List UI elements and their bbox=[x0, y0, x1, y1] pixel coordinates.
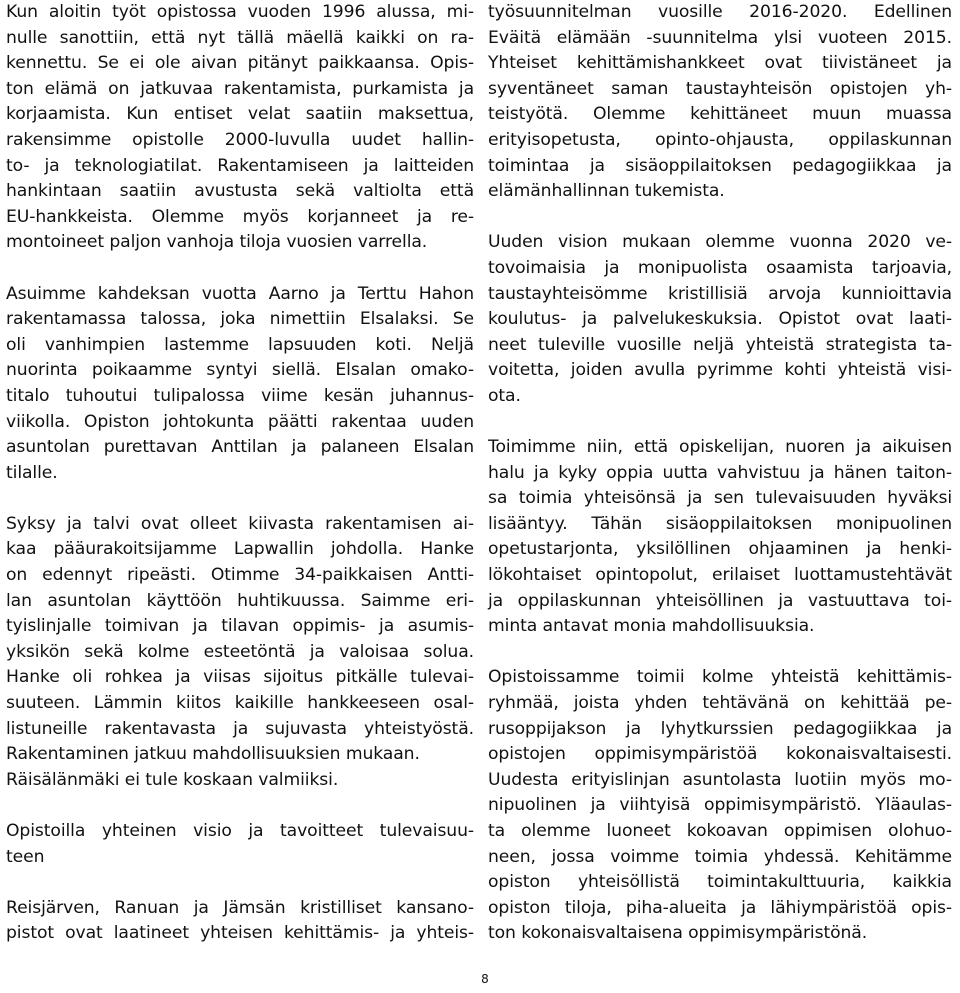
text-line: lan asuntolan käyttöön huhtikuussa. Saimme eri- bbox=[6, 590, 474, 611]
paragraph-learning bbox=[488, 435, 952, 640]
text-line: teen bbox=[6, 846, 45, 867]
text-line: Yhteiset kehittämishankkeet ovat tiivistäneet ja bbox=[488, 53, 952, 74]
text-line: Opistoilla yhteinen visio ja tavoitteet tulevaisuu- bbox=[6, 821, 474, 841]
text-line: listuneille rakentavasta ja sujuvasta yhteistyöstä. bbox=[6, 718, 474, 739]
text-line: Asuimme kahdeksan vuotta Aarno ja Terttu Hahon bbox=[6, 283, 474, 304]
text-line: Räisälänmäki ei tule koskaan valmiiksi. bbox=[6, 769, 339, 790]
text-line: Syksy ja talvi ovat olleet kiivasta rakentamisen ai- bbox=[6, 513, 474, 534]
text-line: toimintaa ja sisäoppilaitoksen pedagogiikkaa ja bbox=[488, 155, 952, 176]
text-line: Rakentaminen jatkuu mahdollisuuksien mukaan. bbox=[6, 744, 420, 765]
paragraph-new-vision bbox=[488, 230, 952, 409]
text-line: Uuden vision mukaan olemme vuonna 2020 ve- bbox=[488, 232, 952, 253]
text-line: to- ja teknologiatilat. Rakentamiseen ja laitteiden bbox=[6, 155, 474, 176]
text-line: tyislinjalle toimivan ja tilavan oppimis- ja asumis- bbox=[6, 616, 474, 637]
text-line: erityisopetusta, opinto-ohjausta, oppilaskunnan bbox=[488, 129, 952, 150]
text-line: nuorinta poikaamme syntyi siellä. Elsalan omako- bbox=[6, 360, 474, 381]
text-line: ja oppilaskunnan yhteisöllinen ja vastuuttava toi- bbox=[488, 590, 952, 611]
text-line: kaa pääurakoitsijamme Lapwallin johdolla. Hanke bbox=[6, 539, 474, 560]
text-line: rusoppijakson ja lyhytkurssien pedagogiikkaa ja bbox=[488, 718, 952, 739]
text-line: oli vanhimpien lastemme lapsuuden koti. Neljä bbox=[6, 334, 474, 355]
text-line: lökohtaiset opintopolut, erilaiset luottamustehtävät bbox=[488, 565, 952, 586]
text-line: teistyötä. Olemme kehittäneet muun muassa bbox=[488, 104, 952, 125]
text-line: viikolla. Opiston johtokunta päätti rakentaa uuden bbox=[6, 411, 474, 432]
text-line: opiston yhteisöllistä toimintakulttuuria, kaikkia bbox=[488, 872, 952, 893]
text-line: lisääntyy. Tähän sisäoppilaitoksen monipuolinen bbox=[488, 513, 952, 534]
text-line: yksikön sekä kolme esteetöntä ja valoisaa solua. bbox=[6, 641, 474, 662]
text-line: ton elämä on jatkuvaa rakentamista, purkamista ja bbox=[6, 78, 474, 99]
text-line: syventäneet saman taustayhteisön opistojen yh- bbox=[488, 78, 952, 99]
paragraph-plan bbox=[488, 0, 952, 205]
text-line: rakentamassa talossa, joka nimettiin Elsalaksi. Se bbox=[6, 309, 474, 330]
paragraph-construction bbox=[6, 512, 474, 794]
paragraph-schools bbox=[6, 896, 474, 947]
text-line: tilalle. bbox=[6, 462, 58, 483]
page-number: 8 bbox=[481, 972, 489, 986]
text-line: voitetta, joiden avulla pyrimme kohti yhteistä visi- bbox=[488, 360, 952, 381]
text-line: työsuunnitelman vuosille 2016-2020. Edellinen bbox=[488, 2, 952, 22]
text-line: hankintaan saatiin avustusta sekä valtiolta että bbox=[6, 181, 474, 202]
text-line: Eväitä elämään -suunnitelma ylsi vuoteen 2015. bbox=[488, 27, 952, 48]
text-line: sa toimia yhteisönsä ja sen tulevaisuuden hyväksi bbox=[488, 488, 952, 509]
text-line: ta olemme luoneet kokoavan oppimisen olohuo- bbox=[488, 821, 952, 841]
text-line: asuntolan purettavan Anttilan ja palaneen Elsalan bbox=[6, 437, 474, 458]
text-line: ota. bbox=[488, 385, 521, 406]
text-line: opetustarjonta, yksilöllinen ohjaaminen ja henki- bbox=[488, 539, 952, 560]
text-line: nulle sanottiin, että nyt tällä mäellä kaikki on ra- bbox=[6, 27, 474, 48]
text-line: neet tuleville vuosille neljä yhteistä strategista ta- bbox=[488, 334, 952, 355]
text-line: Reisjärven, Ranuan ja Jämsän kristilliset kansano- bbox=[6, 897, 474, 918]
text-line: Hanke oli rohkea ja viisas sijoitus pitkälle tulevai- bbox=[6, 667, 474, 688]
text-line: suuteen. Lämmin kiitos kaikille hankkeeseen osal- bbox=[6, 693, 474, 714]
text-line: titalo tuhoutui tulipalossa viime kesän juhannus- bbox=[6, 385, 474, 406]
text-line: halu ja kyky oppia uutta vahvistuu ja hänen taiton- bbox=[488, 462, 952, 483]
text-line: koulutus- ja palvelukeskuksia. Opistot ovat laati- bbox=[488, 309, 952, 330]
paragraph-elsala bbox=[6, 282, 474, 487]
text-line: opistojen oppimisympäristöä kokonaisvaltaisesti. bbox=[488, 744, 952, 765]
text-line: elämänhallinnan tukemista. bbox=[488, 181, 725, 202]
text-line: opiston tiloja, piha-alueita ja lähiympäristöä opis- bbox=[488, 897, 952, 918]
text-line: Kun aloitin työt opistossa vuoden 1996 alussa, mi- bbox=[6, 2, 474, 22]
text-line: Toimimme niin, että opiskelijan, nuoren ja aikuisen bbox=[488, 437, 952, 458]
text-line: nipuolinen ja viihtyisä oppimisympäristö. Yläaulas- bbox=[488, 795, 952, 816]
text-line: kennettu. Se ei ole aivan pitänyt paikkaansa. Opis- bbox=[6, 53, 474, 74]
text-line: pistot ovat laatineet yhteisen kehittämis- ja yhteis- bbox=[6, 923, 474, 944]
text-line: minta antavat monia mahdollisuuksia. bbox=[488, 616, 815, 637]
text-line: ryhmää, joista yhden tehtävänä on kehittää pe- bbox=[488, 693, 952, 714]
paragraph-intro bbox=[6, 0, 474, 256]
text-line: Opistoissamme toimii kolme yhteistä kehittämis- bbox=[488, 667, 952, 688]
paragraph-vision-heading bbox=[6, 819, 474, 870]
text-line: on edennyt ripeästi. Otimme 34-paikkaisen Antti- bbox=[6, 565, 474, 586]
text-line: korjaamista. Kun entiset velat saatiin maksettua, bbox=[6, 104, 474, 125]
text-line: EU-hankkeista. Olemme myös korjanneet ja re- bbox=[6, 206, 474, 227]
text-line: rakensimme opistolle 2000-luvulla uudet hallin- bbox=[6, 129, 474, 150]
paragraph-development-groups bbox=[488, 665, 952, 947]
text-line: tovoimaisia ja monipuolista osaamista tarjoavia, bbox=[488, 257, 952, 278]
text-line: neen, jossa voimme toimia yhdessä. Kehitämme bbox=[488, 846, 952, 867]
text-line: taustayhteisömme kristillisiä arvoja kunnioittavia bbox=[488, 283, 952, 304]
left-column bbox=[6, 0, 474, 947]
text-line: ton kokonaisvaltaisena oppimisympäristönä. bbox=[488, 923, 868, 944]
right-column bbox=[488, 0, 952, 947]
text-line: montoineet paljon vanhoja tiloja vuosien varrella. bbox=[6, 232, 428, 253]
text-line: Uudesta erityislinjan asuntolasta luotiin myös mo- bbox=[488, 769, 952, 790]
